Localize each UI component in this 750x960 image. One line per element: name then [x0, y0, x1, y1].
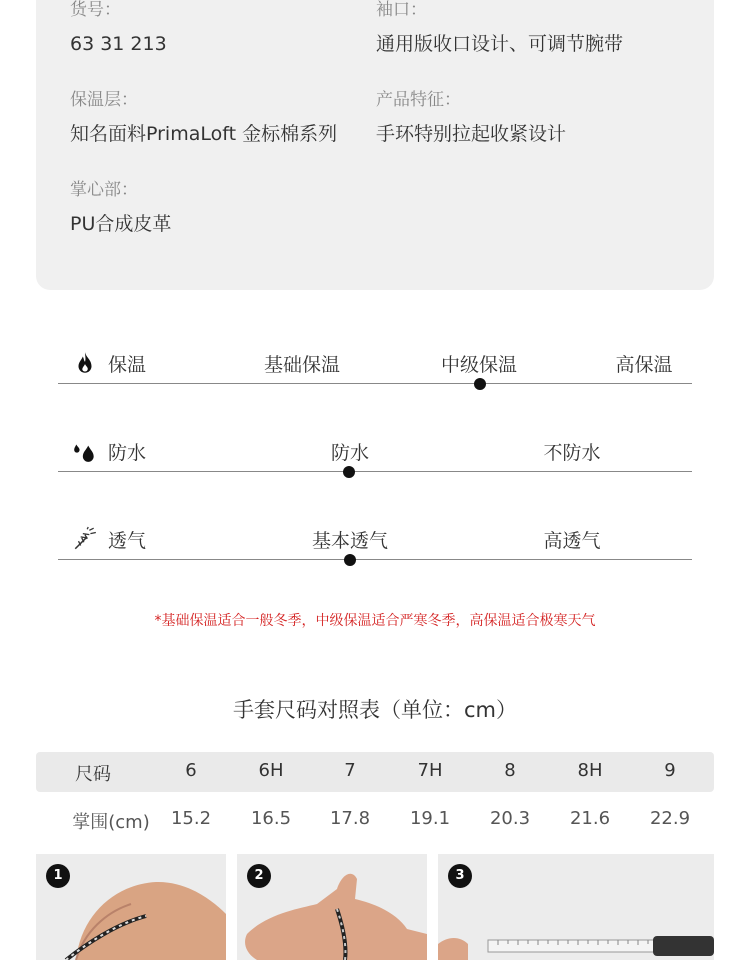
- spec-item-palm: [70, 178, 171, 238]
- size-cell: 8: [504, 760, 516, 781]
- warmth-note: *基础保温适合一般冬季，中级保温适合严寒冬季，高保温适合极寒天气: [154, 613, 596, 629]
- feature-name: 防水: [108, 442, 147, 464]
- feature-row-warmth: [58, 344, 692, 384]
- spec-value: 手环特别拉起收紧设计: [376, 123, 567, 145]
- feature-scale-line: [58, 559, 692, 560]
- value-cell: 19.1: [409, 808, 451, 829]
- spec-value: 63 31 213: [70, 33, 167, 55]
- size-cell: 7: [344, 760, 356, 781]
- feature-option: 基本透气: [311, 530, 389, 552]
- spec-value: PU合成皮革: [70, 213, 172, 235]
- feature-name: 透气: [108, 530, 147, 552]
- value-cell: 20.3: [489, 808, 531, 829]
- feature-level-marker: [343, 466, 355, 478]
- size-cell: 9: [664, 760, 676, 781]
- size-table-row: [36, 800, 714, 840]
- spec-label: 产品特征：: [376, 90, 461, 110]
- size-cell: 8H: [577, 760, 603, 781]
- feature-option: 基础保温: [263, 354, 341, 376]
- airflow-icon: [72, 526, 98, 552]
- size-table-header-row: [36, 752, 714, 792]
- spec-item-article-number: [70, 0, 167, 58]
- header-label: 尺码: [75, 764, 111, 785]
- spec-item-features: [376, 88, 566, 148]
- feature-scale-line: [58, 383, 692, 384]
- row-label: 掌围(cm): [72, 812, 150, 833]
- feature-name: 保温: [108, 354, 147, 376]
- measure-photo-2: [237, 854, 427, 960]
- feature-row-waterproof: [58, 432, 692, 472]
- spec-label: 袖口：: [376, 0, 427, 20]
- feature-level-marker: [474, 378, 486, 390]
- size-cell: 7H: [417, 760, 443, 781]
- spec-value: 知名面料PrimaLoft 金标棉系列: [70, 123, 338, 145]
- spec-card: [36, 0, 714, 290]
- size-table-title: 手套尺码对照表（单位：cm）: [232, 698, 517, 722]
- water-drops-icon: [72, 438, 98, 464]
- value-cell: 17.8: [329, 808, 371, 829]
- spec-item-cuff: [376, 0, 623, 58]
- step-badge: 3: [448, 864, 472, 888]
- spec-item-insulation: [70, 88, 337, 148]
- flame-icon: [72, 350, 98, 376]
- feature-level-marker: [344, 554, 356, 566]
- step-badge: 2: [247, 864, 271, 888]
- feature-scale-line: [58, 471, 692, 472]
- feature-option: 高保温: [615, 354, 673, 376]
- feature-option: 防水: [330, 442, 370, 464]
- value-cell: 16.5: [250, 808, 292, 829]
- spec-value: 通用版收口设计、可调节腕带: [376, 33, 624, 55]
- tape-measure-illustration: [438, 854, 714, 960]
- feature-option: 不防水: [543, 442, 601, 464]
- size-cell: 6H: [258, 760, 284, 781]
- value-cell: 22.9: [649, 808, 691, 829]
- size-cell: 6: [185, 760, 197, 781]
- spec-label: 货号：: [70, 0, 121, 20]
- feature-row-breathability: [58, 520, 692, 560]
- value-cell: 15.2: [170, 808, 212, 829]
- spec-label: 掌心部：: [70, 180, 138, 200]
- value-cell: 21.6: [569, 808, 611, 829]
- measure-photo-1: [36, 854, 226, 960]
- step-badge: 1: [46, 864, 70, 888]
- measure-photo-3: [438, 854, 714, 960]
- feature-option: 高透气: [543, 530, 601, 552]
- spec-label: 保温层：: [70, 90, 138, 110]
- feature-option: 中级保温: [440, 354, 518, 376]
